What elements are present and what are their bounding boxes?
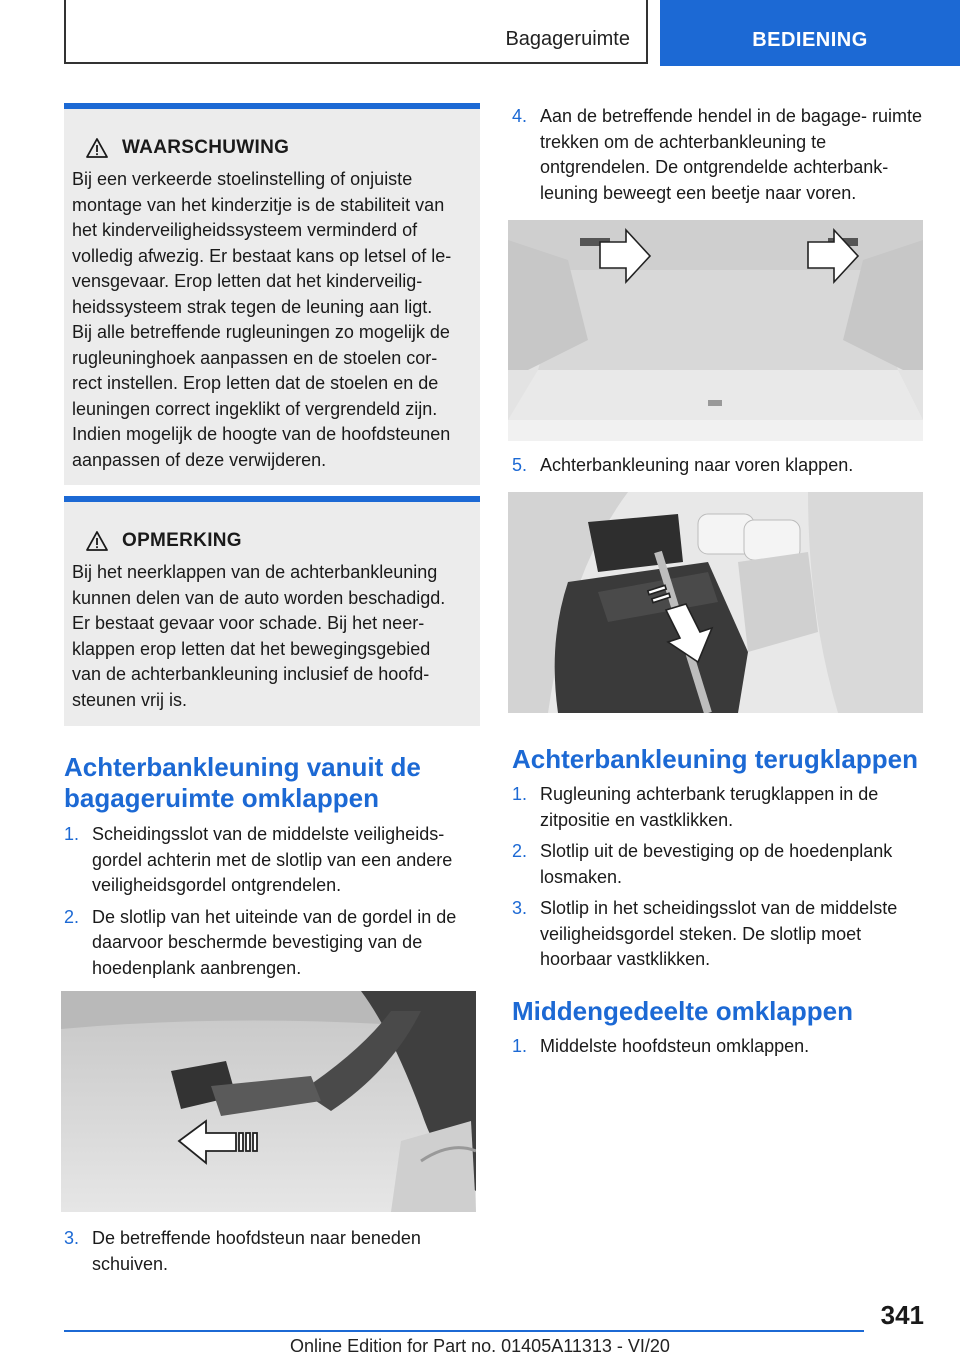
steps-list [512, 453, 924, 485]
warning-line: rect instellen. Erop letten dat de stoelen en de [72, 373, 439, 393]
step-text: De slotlip van het uiteinde van de gordel in de daarvoor beschermde bevestiging van de hoedenplank aanbrengen. [92, 906, 457, 978]
header-section-title: Bagageruimte [505, 28, 630, 50]
warning-line: rugleuninghoek aanpassen en de stoelen cor- [72, 347, 438, 368]
note-line: van de achterbankleuning inclusief de hoofd- [72, 664, 430, 684]
step-text: Rugleuning achterbank terugklappen in de zitpositie en vastklikken. [540, 784, 879, 830]
section-heading-middle-part [512, 996, 932, 1027]
step-number: 1. [64, 824, 80, 844]
section-heading-line: bagageruimte omklappen [64, 783, 379, 813]
warning-line: vensgevaar. Erop letten dat het kinderveilig- [72, 271, 423, 291]
section-heading-fold-back [512, 744, 932, 775]
steps-list [64, 822, 480, 987]
step-number: 1. [512, 784, 528, 804]
warning-line: Bij alle betreffende rugleuningen zo mogelijk de [72, 322, 450, 342]
list-item [64, 905, 480, 982]
note-line: Er bestaat gevaar voor schade. Bij het neer- [72, 613, 425, 633]
warning-line: heidssysteem strak tegen de leuning aan ligt. [72, 296, 433, 317]
steps-list [512, 1034, 924, 1066]
step-text: Middelste hoofdsteun omklappen. [540, 1036, 810, 1056]
caution-triangle-icon [86, 531, 108, 551]
header-chapter-tab: BEDIENING [660, 0, 960, 66]
step-text: Aan de betreffende hendel in de bagage- ruimte trekken om de achterbankleuning te ontgrendelen. De ontgrendelde achterbank- leuning beweegt een beetje naar voren. [540, 106, 922, 203]
step-text: Achterbankleuning naar voren klappen. [540, 455, 854, 475]
trunk-release-lever-illustration [508, 220, 923, 441]
section-heading: Middengedeelte omklappen [512, 996, 853, 1026]
warning-line: aanpassen of deze verwijderen. [72, 449, 327, 470]
list-item [64, 1226, 480, 1277]
warning-line: leuningen correct ingeklikt of vergrendeld zijn. [72, 398, 438, 419]
list-item [512, 782, 924, 833]
steps-list [512, 782, 924, 979]
note-title: OPMERKING [122, 530, 242, 551]
step-text: De betreffende hoofdsteun naar beneden schuiven. [92, 1228, 421, 1274]
steps-list [512, 104, 924, 212]
warning-text [72, 167, 472, 473]
warning-title: WAARSCHUWING [122, 137, 290, 158]
step-number: 3. [512, 898, 528, 918]
warning-line: volledig afwezig. Er bestaat kans op letsel of le- [72, 245, 452, 266]
step-number: 1. [512, 1036, 528, 1056]
list-item [512, 104, 924, 206]
list-item [512, 839, 924, 890]
steps-list [64, 1226, 480, 1283]
section-heading-fold-from-trunk [64, 752, 484, 814]
footer-divider [64, 1330, 864, 1332]
list-item [512, 896, 924, 973]
warning-line: het kinderveiligheidssysteem verminderd of [72, 220, 418, 240]
footer-edition: Online Edition for Part no. 01405A11313 - VI/20 [290, 1336, 670, 1356]
note-line: steunen vrij is. [72, 689, 188, 710]
step-number: 2. [64, 906, 80, 927]
warning-box [64, 103, 480, 485]
belt-latch-illustration [61, 991, 476, 1212]
list-item [64, 822, 480, 899]
step-number: 2. [512, 841, 528, 861]
section-heading: Achterbankleuning terugklappen [512, 744, 918, 774]
warning-line: montage van het kinderzitje is de stabiliteit van [72, 194, 445, 215]
step-number: 5. [512, 455, 528, 475]
note-title-row [86, 530, 472, 552]
step-text: Slotlip in het scheidingsslot van de middelste veiligheidsgordel steken. De slotlip moet hoorbaar vastklikken. [540, 898, 898, 969]
note-text [72, 560, 472, 713]
rear-seat-fold-illustration [508, 492, 923, 713]
note-line: kunnen delen van de auto worden beschadigd. [72, 587, 446, 608]
warning-title-row [86, 137, 472, 159]
warning-triangle-icon [86, 138, 108, 158]
step-number: 3. [64, 1228, 80, 1248]
page-number: 341 [880, 1300, 924, 1330]
note-line: Bij het neerklappen van de achterbankleuning [72, 562, 438, 582]
step-text: Scheidingsslot van de middelste veiligheids- gordel achterin met de slotlip van een andere veiligheidsgordel ontgrendelen. [92, 824, 453, 895]
warning-line: Indien mogelijk de hoogte van de hoofdsteunen [72, 424, 451, 444]
section-heading-line: Achterbankleuning vanuit de [64, 752, 421, 782]
note-line: klappen erop letten dat het bewegingsgebied [72, 638, 431, 659]
step-number: 4. [512, 106, 528, 126]
step-text: Slotlip uit de bevestiging op de hoedenplank losmaken. [540, 841, 893, 887]
list-item [512, 1034, 924, 1060]
warning-line: Bij een verkeerde stoelinstelling of onjuiste [72, 169, 413, 189]
list-item [512, 453, 924, 479]
note-box [64, 496, 480, 726]
